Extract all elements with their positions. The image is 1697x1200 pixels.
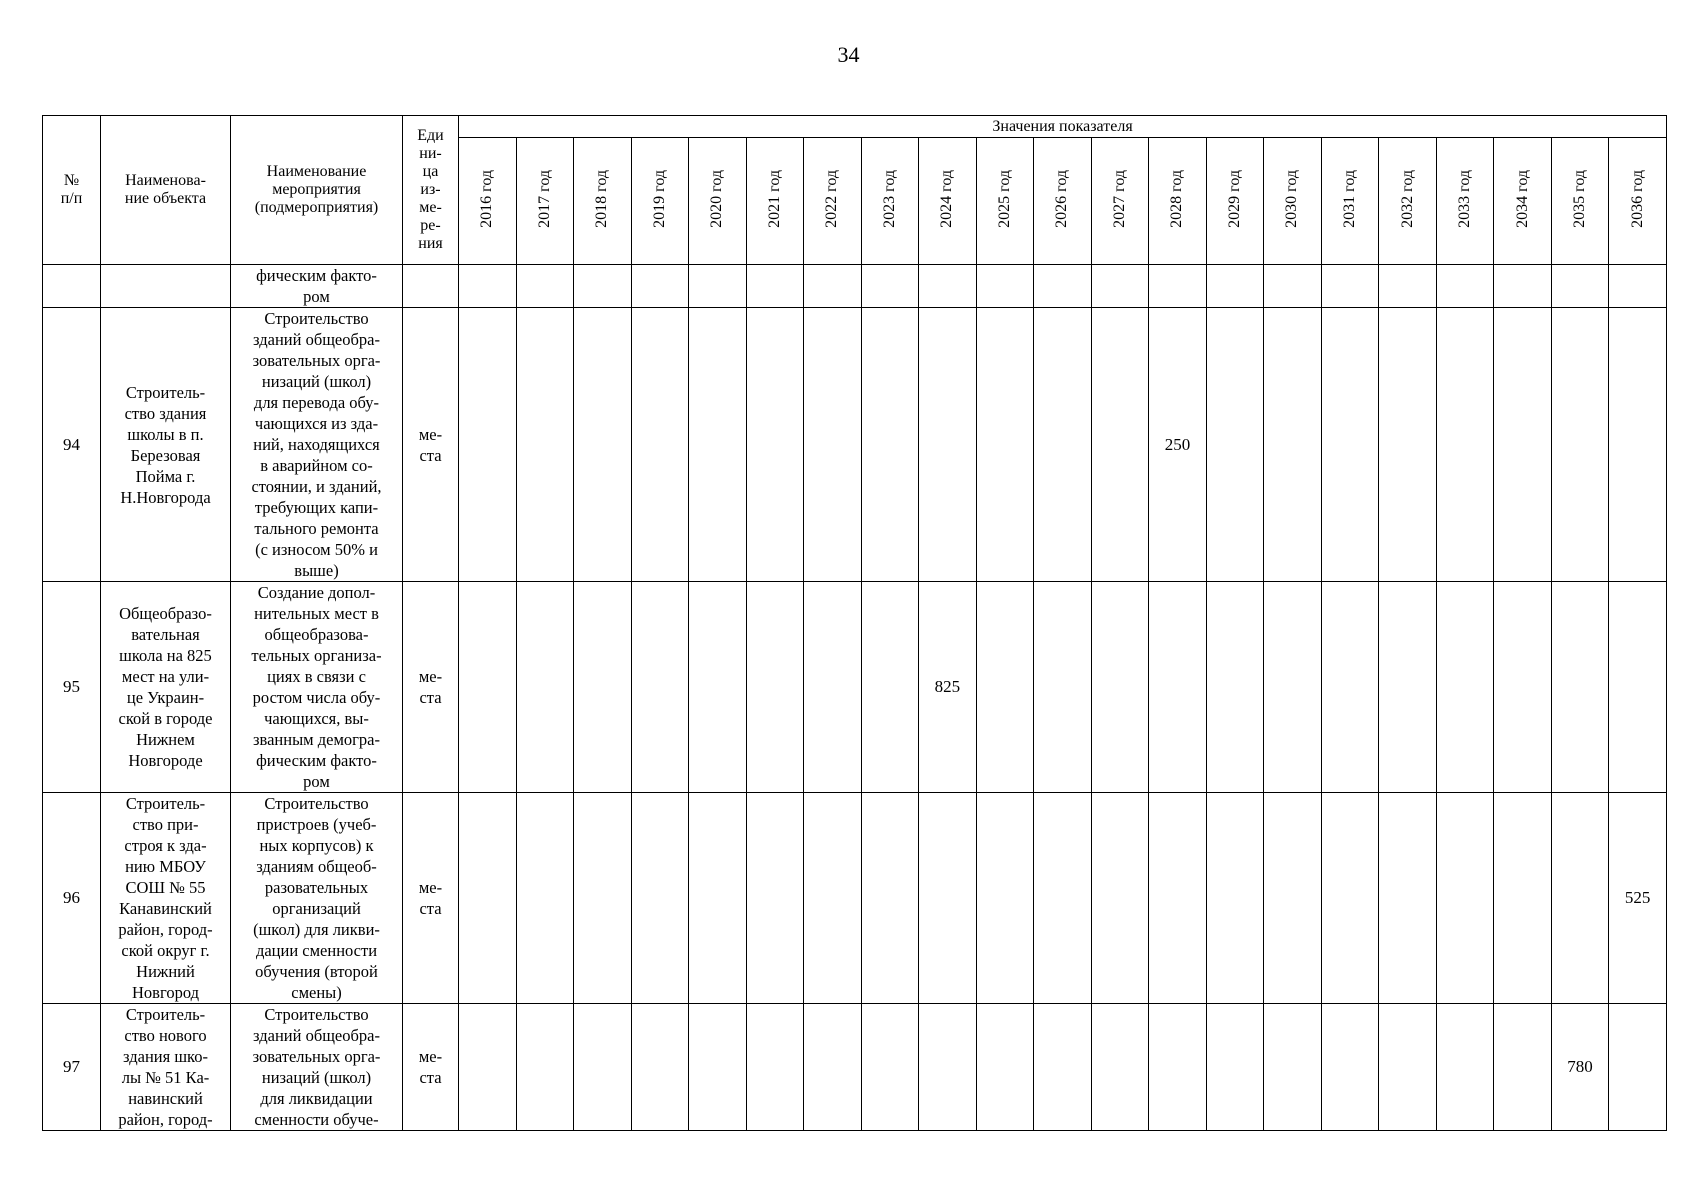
activity-name: Строительство зданий общеобра- зовательных орга- низаций (школ) для перевода обу- чающихся из зда- ний, находящихся в аварийном со- стоянии, и зданий, требующих капи- тального ремонта (с износом 50% и выше) bbox=[231, 308, 403, 582]
value-cell bbox=[1321, 1004, 1379, 1131]
table-row bbox=[43, 582, 1667, 793]
value-cell bbox=[1494, 1004, 1552, 1131]
value-cell bbox=[1264, 793, 1322, 1004]
value-cell bbox=[1321, 793, 1379, 1004]
value-cell bbox=[1091, 265, 1149, 308]
value-cell bbox=[976, 793, 1034, 1004]
value-cell bbox=[574, 793, 632, 1004]
row-number: 97 bbox=[43, 1004, 101, 1131]
object-name bbox=[101, 265, 231, 308]
value-cell bbox=[919, 308, 977, 582]
year-label: 2029 год bbox=[1225, 169, 1243, 228]
year-label: 2027 год bbox=[1110, 169, 1128, 228]
activity-name: Строительство пристроев (учеб- ных корпусов) к зданиям общеоб- разовательных организаций (школ) для ликви- дации сменности обучения (второй смены) bbox=[231, 793, 403, 1004]
value-cell bbox=[1091, 308, 1149, 582]
column-header-activity: Наименование мероприятия (подмероприятия) bbox=[231, 116, 403, 265]
value-cell bbox=[804, 265, 862, 308]
year-label: 2031 год bbox=[1340, 169, 1358, 228]
year-label: 2034 год bbox=[1513, 169, 1531, 228]
value-cell bbox=[1091, 1004, 1149, 1131]
column-header-year bbox=[516, 138, 574, 265]
column-header-year bbox=[1091, 138, 1149, 265]
year-label: 2021 год bbox=[765, 169, 783, 228]
year-label: 2028 год bbox=[1168, 169, 1186, 228]
unit-cell: ме- ста bbox=[403, 308, 459, 582]
value-cell bbox=[516, 793, 574, 1004]
value-cell bbox=[459, 265, 517, 308]
header-row-top bbox=[43, 116, 1667, 138]
value-cell bbox=[516, 1004, 574, 1131]
column-header-year bbox=[1494, 138, 1552, 265]
column-header-year bbox=[689, 138, 747, 265]
value-cell bbox=[1149, 582, 1207, 793]
value-cell bbox=[631, 1004, 689, 1131]
value-cell bbox=[689, 265, 747, 308]
value-cell bbox=[976, 582, 1034, 793]
value-cell bbox=[1494, 793, 1552, 1004]
value-cell bbox=[1149, 265, 1207, 308]
year-label: 2032 год bbox=[1398, 169, 1416, 228]
value-cell bbox=[1264, 582, 1322, 793]
value-cell bbox=[804, 308, 862, 582]
value-cell bbox=[1494, 582, 1552, 793]
value-cell bbox=[1206, 793, 1264, 1004]
value-cell bbox=[459, 793, 517, 1004]
value-cell bbox=[1379, 265, 1437, 308]
value-cell: 780 bbox=[1551, 1004, 1609, 1131]
value-cell bbox=[574, 265, 632, 308]
value-cell bbox=[1494, 308, 1552, 582]
column-header-year bbox=[1321, 138, 1379, 265]
value-cell bbox=[1264, 1004, 1322, 1131]
value-cell bbox=[1436, 1004, 1494, 1131]
year-label: 2030 год bbox=[1283, 169, 1301, 228]
activity-name: Строительство зданий общеобра- зовательных орга- низаций (школ) для ликвидации сменности обуче- bbox=[231, 1004, 403, 1131]
value-cell bbox=[1379, 582, 1437, 793]
value-cell bbox=[1034, 265, 1092, 308]
value-cell bbox=[1091, 582, 1149, 793]
value-cell bbox=[1379, 793, 1437, 1004]
column-header-year bbox=[459, 138, 517, 265]
value-cell bbox=[861, 1004, 919, 1131]
value-cell bbox=[516, 582, 574, 793]
value-cell bbox=[1321, 582, 1379, 793]
value-cell bbox=[804, 1004, 862, 1131]
value-cell bbox=[1551, 308, 1609, 582]
year-label: 2026 год bbox=[1053, 169, 1071, 228]
value-cell: 825 bbox=[919, 582, 977, 793]
value-cell bbox=[631, 265, 689, 308]
year-label: 2022 год bbox=[823, 169, 841, 228]
indicators-table bbox=[42, 115, 1667, 1131]
value-cell bbox=[976, 1004, 1034, 1131]
table-body bbox=[43, 265, 1667, 1131]
value-cell bbox=[459, 582, 517, 793]
row-number: 95 bbox=[43, 582, 101, 793]
value-cell bbox=[919, 793, 977, 1004]
object-name: Общеобразо- вательная школа на 825 мест на ули- це Украин- ской в городе Нижнем Новгороде bbox=[101, 582, 231, 793]
value-cell bbox=[919, 1004, 977, 1131]
value-cell bbox=[516, 308, 574, 582]
year-label: 2018 год bbox=[593, 169, 611, 228]
value-cell bbox=[1206, 308, 1264, 582]
value-cell bbox=[574, 308, 632, 582]
value-cell bbox=[1379, 308, 1437, 582]
column-header-year bbox=[976, 138, 1034, 265]
value-cell bbox=[746, 308, 804, 582]
value-cell bbox=[804, 582, 862, 793]
value-cell bbox=[459, 308, 517, 582]
value-cell bbox=[689, 793, 747, 1004]
table-row bbox=[43, 793, 1667, 1004]
column-header-year bbox=[1264, 138, 1322, 265]
value-cell bbox=[1264, 265, 1322, 308]
value-cell bbox=[1609, 582, 1667, 793]
column-header-year bbox=[574, 138, 632, 265]
value-cell bbox=[1149, 793, 1207, 1004]
column-header-year bbox=[1609, 138, 1667, 265]
year-label: 2035 год bbox=[1571, 169, 1589, 228]
value-cell bbox=[1609, 265, 1667, 308]
value-cell bbox=[1436, 582, 1494, 793]
value-cell bbox=[861, 793, 919, 1004]
column-header-year bbox=[1436, 138, 1494, 265]
value-cell bbox=[574, 582, 632, 793]
value-cell bbox=[1436, 265, 1494, 308]
value-cell bbox=[574, 1004, 632, 1131]
value-cell bbox=[746, 582, 804, 793]
column-header-unit: Еди ни- ца из- ме- ре- ния bbox=[403, 116, 459, 265]
unit-cell: ме- ста bbox=[403, 582, 459, 793]
column-header-year bbox=[1379, 138, 1437, 265]
column-header-year bbox=[804, 138, 862, 265]
value-cell: 250 bbox=[1149, 308, 1207, 582]
unit-cell: ме- ста bbox=[403, 1004, 459, 1131]
page-number: 34 bbox=[837, 42, 860, 67]
value-cell bbox=[631, 582, 689, 793]
value-cell bbox=[746, 793, 804, 1004]
value-cell bbox=[861, 308, 919, 582]
value-cell bbox=[689, 308, 747, 582]
activity-name: Создание допол- нительных мест в общеобразова- тельных организа- циях в связи с ростом числа обу- чающихся, вы- званным демогра- фическим факто- ром bbox=[231, 582, 403, 793]
value-cell bbox=[631, 308, 689, 582]
value-cell bbox=[1034, 793, 1092, 1004]
column-header-year bbox=[1206, 138, 1264, 265]
year-label: 2033 год bbox=[1456, 169, 1474, 228]
year-label: 2016 год bbox=[478, 169, 496, 228]
value-cell bbox=[1264, 308, 1322, 582]
value-cell: 525 bbox=[1609, 793, 1667, 1004]
value-cell bbox=[1436, 793, 1494, 1004]
value-cell bbox=[976, 265, 1034, 308]
value-cell bbox=[1494, 265, 1552, 308]
row-number bbox=[43, 265, 101, 308]
value-cell bbox=[1609, 308, 1667, 582]
value-cell bbox=[1551, 582, 1609, 793]
value-cell bbox=[631, 793, 689, 1004]
table-row bbox=[43, 308, 1667, 582]
object-name: Строитель- ство нового здания шко- лы № 51 Ка- навинский район, город- bbox=[101, 1004, 231, 1131]
column-header-object: Наименова- ние объекта bbox=[101, 116, 231, 265]
year-label: 2023 год bbox=[880, 169, 898, 228]
value-cell bbox=[1206, 1004, 1264, 1131]
value-cell bbox=[1609, 1004, 1667, 1131]
value-cell bbox=[1206, 582, 1264, 793]
year-label: 2017 год bbox=[535, 169, 553, 228]
value-cell bbox=[746, 1004, 804, 1131]
column-header-num: № п/п bbox=[43, 116, 101, 265]
value-cell bbox=[1379, 1004, 1437, 1131]
value-cell bbox=[1034, 308, 1092, 582]
value-cell bbox=[976, 308, 1034, 582]
year-label: 2020 год bbox=[708, 169, 726, 228]
value-cell bbox=[1206, 265, 1264, 308]
value-cell bbox=[1551, 265, 1609, 308]
column-header-year bbox=[631, 138, 689, 265]
object-name: Строитель- ство при- строя к зда- нию МБОУ СОШ № 55 Канавинский район, город- ской округ г. Нижний Новгород bbox=[101, 793, 231, 1004]
value-cell bbox=[1321, 265, 1379, 308]
row-number: 94 bbox=[43, 308, 101, 582]
year-label: 2036 год bbox=[1628, 169, 1646, 228]
value-cell bbox=[1551, 793, 1609, 1004]
column-header-year bbox=[1034, 138, 1092, 265]
table-row bbox=[43, 265, 1667, 308]
unit-cell bbox=[403, 265, 459, 308]
column-header-year bbox=[1551, 138, 1609, 265]
activity-name: фическим факто- ром bbox=[231, 265, 403, 308]
value-cell bbox=[746, 265, 804, 308]
value-cell bbox=[1149, 1004, 1207, 1131]
value-cell bbox=[1436, 308, 1494, 582]
value-cell bbox=[689, 582, 747, 793]
year-label: 2019 год bbox=[650, 169, 668, 228]
value-cell bbox=[1321, 308, 1379, 582]
value-cell bbox=[804, 793, 862, 1004]
value-cell bbox=[1034, 582, 1092, 793]
column-header-year bbox=[861, 138, 919, 265]
column-header-year bbox=[919, 138, 977, 265]
value-cell bbox=[459, 1004, 517, 1131]
value-cell bbox=[516, 265, 574, 308]
value-cell bbox=[1091, 793, 1149, 1004]
object-name: Строитель- ство здания школы в п. Березовая Пойма г. Н.Новгорода bbox=[101, 308, 231, 582]
row-number: 96 bbox=[43, 793, 101, 1004]
value-cell bbox=[861, 265, 919, 308]
table-row bbox=[43, 1004, 1667, 1131]
value-cell bbox=[861, 582, 919, 793]
year-label: 2024 год bbox=[938, 169, 956, 228]
year-label: 2025 год bbox=[995, 169, 1013, 228]
unit-cell: ме- ста bbox=[403, 793, 459, 1004]
value-cell bbox=[689, 1004, 747, 1131]
value-cell bbox=[919, 265, 977, 308]
value-cell bbox=[1034, 1004, 1092, 1131]
column-header-year bbox=[1149, 138, 1207, 265]
column-group-values: Значения показателя bbox=[459, 116, 1667, 138]
column-header-year bbox=[746, 138, 804, 265]
